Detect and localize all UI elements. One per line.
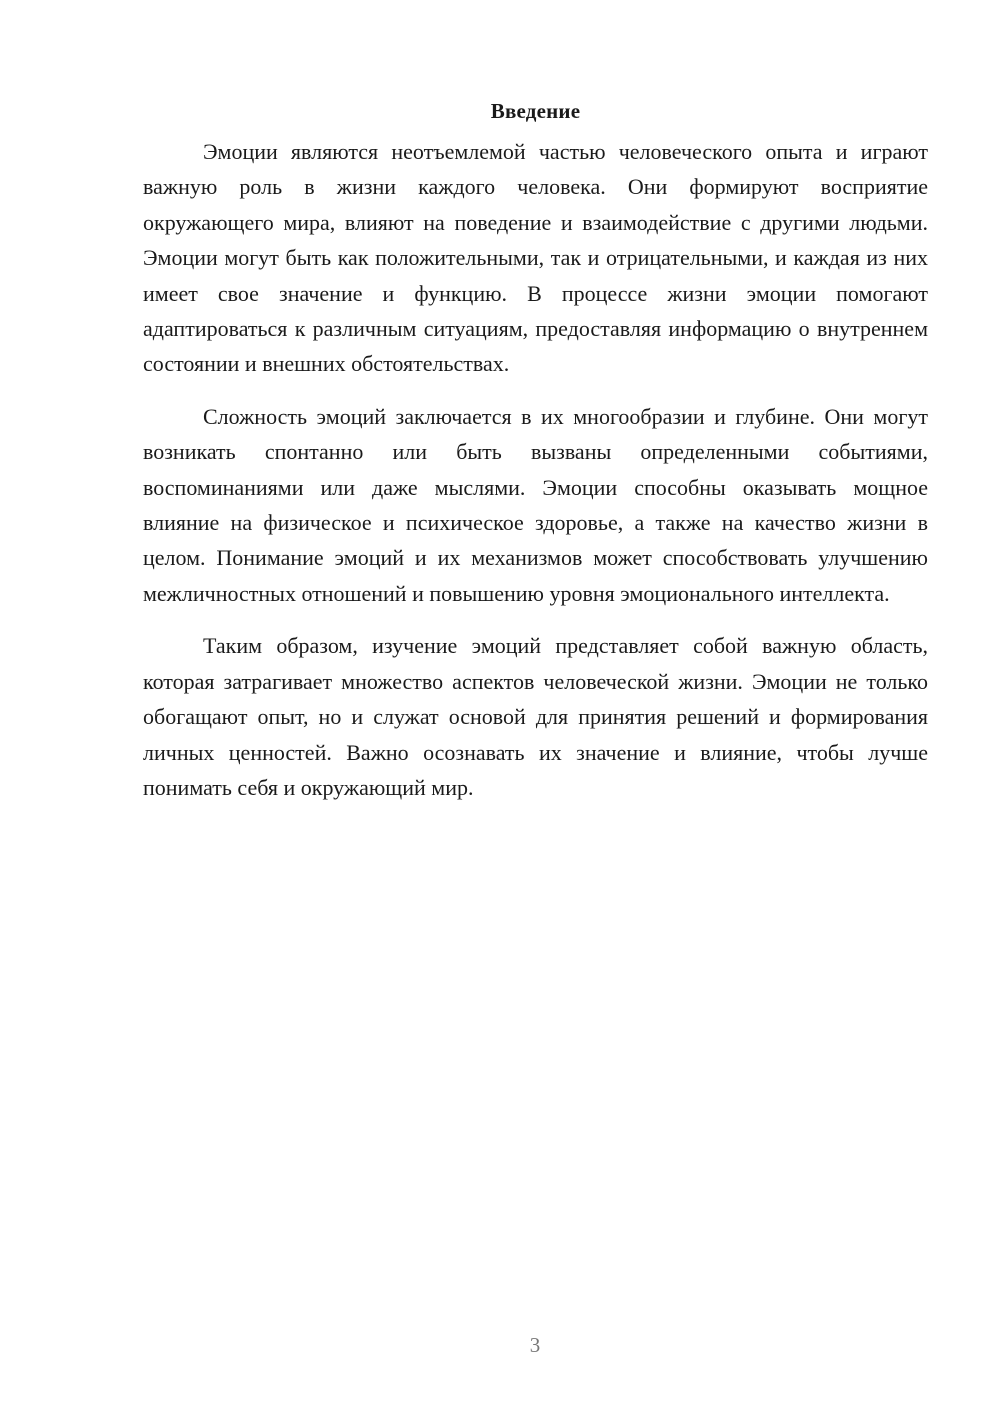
page-number: 3: [529, 1333, 541, 1357]
page-content: [143, 94, 928, 805]
section-heading: Введение: [490, 99, 581, 123]
paragraph-2: Сложность эмоций заключается в их многообразии и глубине. Они могут возникать спонтанно или быть вызваны определенными событиями, воспоминаниями или даже мыслями. Эмоции способны оказывать мощное влияние на физическое и психическое здоровье, а также на качество жизни в целом. Понимание эмоций и их механизмов может способствовать улучшению межличностных отношений и повышению уровня эмоционального интеллекта.: [143, 403, 928, 606]
paragraph-1: Эмоции являются неотъемлемой частью человеческого опыта и играют важную роль в жизни каждого человека. Они формируют восприятие окружающего мира, влияют на поведение и взаимодействие с другими людьми. Эмоции могут быть как положительными, так и отрицательными, и каждая из них имеет свое значение и функцию. В процессе жизни эмоции помогают адаптироваться к различным ситуациям, предоставляя информацию о внутреннем состоянии и внешних обстоятельствах.: [143, 139, 928, 377]
paragraph-3: Таким образом, изучение эмоций представляет собой важную область, которая затрагивает множество аспектов человеческой жизни. Эмоции не только обогащают опыт, но и служат основой для принятия решений и формирования личных ценностей. Важно осознавать их значение и влияние, чтобы лучше понимать себя и окружающий мир.: [143, 633, 928, 800]
